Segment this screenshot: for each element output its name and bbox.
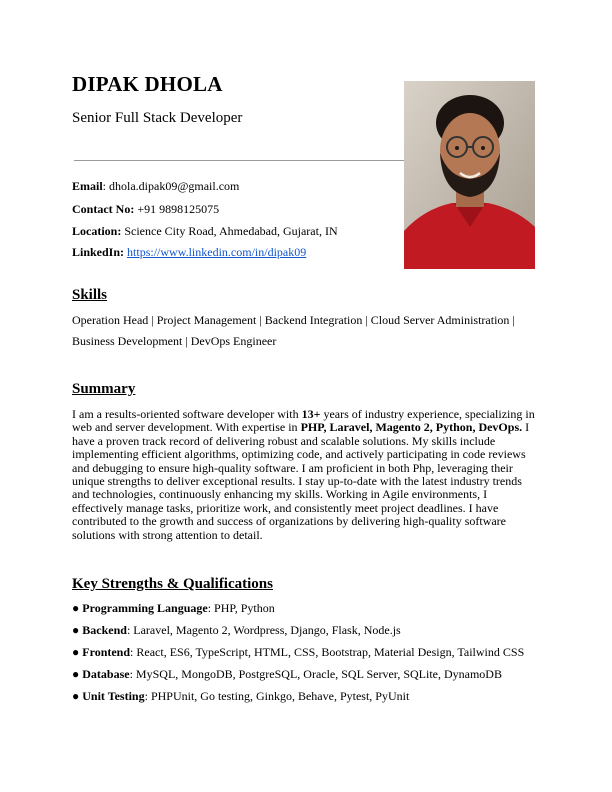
strength-item (72, 645, 524, 660)
summary-text-1: I am a results-oriented software developer with (72, 407, 302, 421)
email-label: Email (72, 179, 103, 193)
email-value: : dhola.dipak09@gmail.com (102, 179, 240, 193)
summary-bold-tech: PHP, Laravel, Magento 2, Python, DevOps. (300, 420, 523, 435)
summary-text-3: I have a proven track record of delivering robust and scalable solutions. My skills include implementing efficient algorithms, optimizing code, and actively participating in code reviews and debugging to ensure high-quality software. I am proficient in both Php, leveraging their unique strengths to deliver exceptional results. I stay up-to-date with the latest industry trends and technologies, continuously enhancing my skills. Working in Agile environments, I effectively manage tasks, prioritize work, and consistently meet project deadlines. I have contributed to the growth and success of organizations by delivering high-quality software solutions with strong attention to detail. (72, 420, 530, 542)
bullet-icon: ● (72, 645, 80, 659)
strength-value: : PHP, Python (207, 601, 275, 615)
email-line (72, 179, 239, 194)
candidate-name: DIPAK DHOLA (72, 72, 223, 96)
strengths-heading: Key Strengths & Qualifications (72, 576, 273, 592)
strength-value: : React, ES6, TypeScript, HTML, CSS, Bootstrap, Material Design, Tailwind CSS (130, 645, 525, 659)
bullet-icon: ● (72, 667, 80, 681)
bullet-icon: ● (72, 601, 80, 615)
strength-item (72, 667, 502, 682)
location-value: Science City Road, Ahmedabad, Gujarat, IN (121, 224, 338, 238)
header-divider (74, 160, 405, 161)
summary-heading: Summary (72, 381, 136, 397)
strength-label: Programming Language (82, 601, 208, 615)
linkedin-link[interactable]: https://www.linkedin.com/in/dipak09 (127, 245, 307, 259)
skills-heading: Skills (72, 287, 108, 303)
strength-item (72, 623, 401, 638)
strength-value: : MySQL, MongoDB, PostgreSQL, Oracle, SQL Server, SQLite, DynamoDB (129, 667, 502, 681)
strength-label: Unit Testing (82, 689, 145, 703)
summary-bold-years: 13+ (301, 407, 321, 421)
phone-value: +91 9898125075 (134, 202, 220, 216)
summary-text-2: years of industry experience, specializing in web and server development. With expertise in (72, 407, 535, 435)
location-line (72, 224, 338, 239)
strength-label: Database (82, 667, 130, 681)
candidate-role: Senior Full Stack Developer (72, 110, 243, 126)
strength-label: Backend (82, 623, 127, 637)
profile-photo-illustration (404, 81, 535, 269)
skills-line-2: Business Development | DevOps Engineer (72, 334, 277, 348)
summary-paragraph (72, 408, 540, 542)
linkedin-line (72, 245, 306, 260)
strength-item (72, 689, 409, 704)
profile-photo (404, 81, 535, 269)
linkedin-label: LinkedIn: (72, 245, 125, 259)
strength-label: Frontend (82, 645, 131, 659)
bullet-icon: ● (72, 689, 80, 703)
strength-item (72, 601, 275, 616)
location-label: Location: (72, 224, 122, 238)
skills-line-1: Operation Head | Project Management | Backend Integration | Cloud Server Administration | (72, 313, 515, 327)
phone-label: Contact No: (72, 202, 135, 216)
bullet-icon: ● (72, 623, 80, 637)
strength-value: : PHPUnit, Go testing, Ginkgo, Behave, Pytest, PyUnit (144, 689, 410, 703)
phone-line (72, 202, 219, 217)
strength-value: : Laravel, Magento 2, Wordpress, Django, Flask, Node.js (126, 623, 401, 637)
